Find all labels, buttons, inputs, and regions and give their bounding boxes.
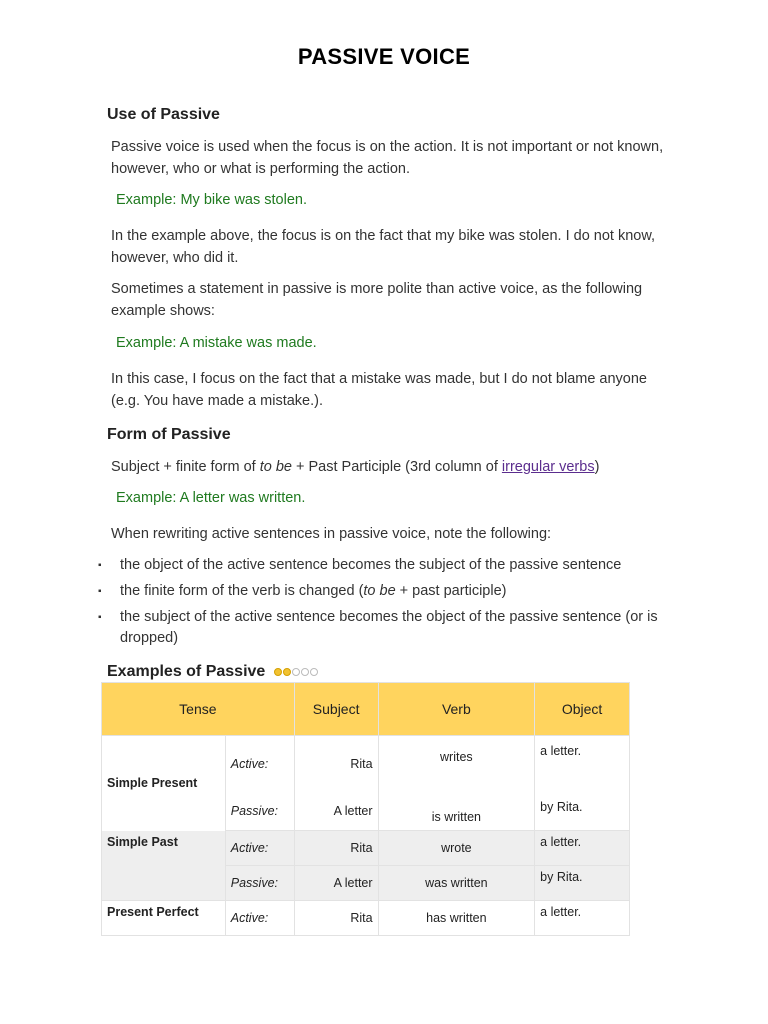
- voice-cell: Passive:: [225, 792, 294, 831]
- object-cell: by Rita.: [535, 792, 630, 831]
- list-item: ▪ the subject of the active sentence becomes the object of the passive sentence (or is dropped): [98, 609, 658, 646]
- example-letter-written: Example: A letter was written.: [116, 490, 306, 506]
- header-verb: Verb: [378, 683, 535, 736]
- subject-cell: Rita: [294, 831, 378, 866]
- examples-of-passive-heading: Examples of Passive: [107, 663, 319, 681]
- formula-end: ): [594, 459, 600, 475]
- subject-cell: Rita: [294, 901, 378, 936]
- voice-cell: Passive:: [225, 866, 294, 901]
- subject-cell: Rita: [294, 736, 378, 793]
- passive-examples-table: [101, 682, 630, 936]
- object-cell: by Rita.: [535, 866, 630, 901]
- list-item: ▪ the object of the active sentence becomes the subject of the passive sentence: [98, 555, 688, 576]
- tense-cell: Present Perfect: [102, 901, 226, 936]
- subject-cell: A letter: [294, 792, 378, 831]
- formula-to-be: to be: [259, 459, 292, 475]
- voice-cell: Active:: [225, 736, 294, 793]
- header-tense: Tense: [102, 683, 295, 736]
- object-cell: a letter.: [535, 736, 630, 793]
- use-of-passive-heading: Use of Passive: [107, 106, 220, 123]
- form-of-passive-heading: Form of Passive: [107, 426, 231, 443]
- list-item: ▪ the finite form of the verb is changed (to be + past participle): [98, 581, 688, 602]
- page-title: PASSIVE VOICE: [297, 44, 471, 69]
- use-paragraph-4: In this case, I focus on the fact that a mistake was made, but I do not blame anyone (e.g. You have made a mistake.).: [111, 371, 647, 409]
- voice-cell: Active:: [225, 901, 294, 936]
- formula-mid: + Past Participle (3rd column of: [291, 459, 502, 475]
- formula-start: Subject + finite form of: [111, 459, 260, 475]
- subject-cell: A letter: [294, 866, 378, 901]
- verb-cell: writes: [378, 736, 535, 793]
- object-cell: a letter.: [535, 831, 630, 866]
- rewriting-rules-list: [98, 555, 688, 654]
- bullet-icon: ▪: [98, 612, 102, 623]
- irregular-verbs-link[interactable]: irregular verbs: [501, 459, 595, 475]
- object-cell: a letter.: [535, 901, 630, 936]
- example-mistake-made: Example: A mistake was made.: [116, 335, 317, 351]
- table-row: [102, 901, 630, 936]
- passive-formula: [111, 457, 671, 479]
- example-bike-stolen: Example: My bike was stolen.: [116, 192, 307, 208]
- use-paragraph-3: Sometimes a statement in passive is more polite than active voice, as the following example shows:: [111, 281, 643, 319]
- verb-cell: was written: [378, 866, 535, 901]
- table-row: [102, 736, 630, 793]
- table-row: [102, 831, 630, 866]
- header-subject: Subject: [294, 683, 378, 736]
- voice-cell: Active:: [225, 831, 294, 866]
- verb-cell: has written: [378, 901, 535, 936]
- verb-cell: wrote: [378, 831, 535, 866]
- rewriting-intro: When rewriting active sentences in passive voice, note the following:: [111, 526, 552, 542]
- use-paragraph-1: Passive voice is used when the focus is on the action. It is not important or not known, however, who or what is performing the action.: [111, 139, 664, 177]
- bullet-icon: ▪: [98, 560, 102, 571]
- tense-cell: Simple Present: [102, 736, 226, 831]
- verb-cell: is written: [378, 792, 535, 831]
- table-header-row: [102, 683, 630, 736]
- header-object: Object: [535, 683, 630, 736]
- rating-dots-icon: [274, 663, 319, 681]
- bullet-icon: ▪: [98, 586, 102, 597]
- use-paragraph-2: In the example above, the focus is on the fact that my bike was stolen. I do not know, however, who did it.: [111, 228, 656, 266]
- tense-cell: Simple Past: [102, 831, 226, 901]
